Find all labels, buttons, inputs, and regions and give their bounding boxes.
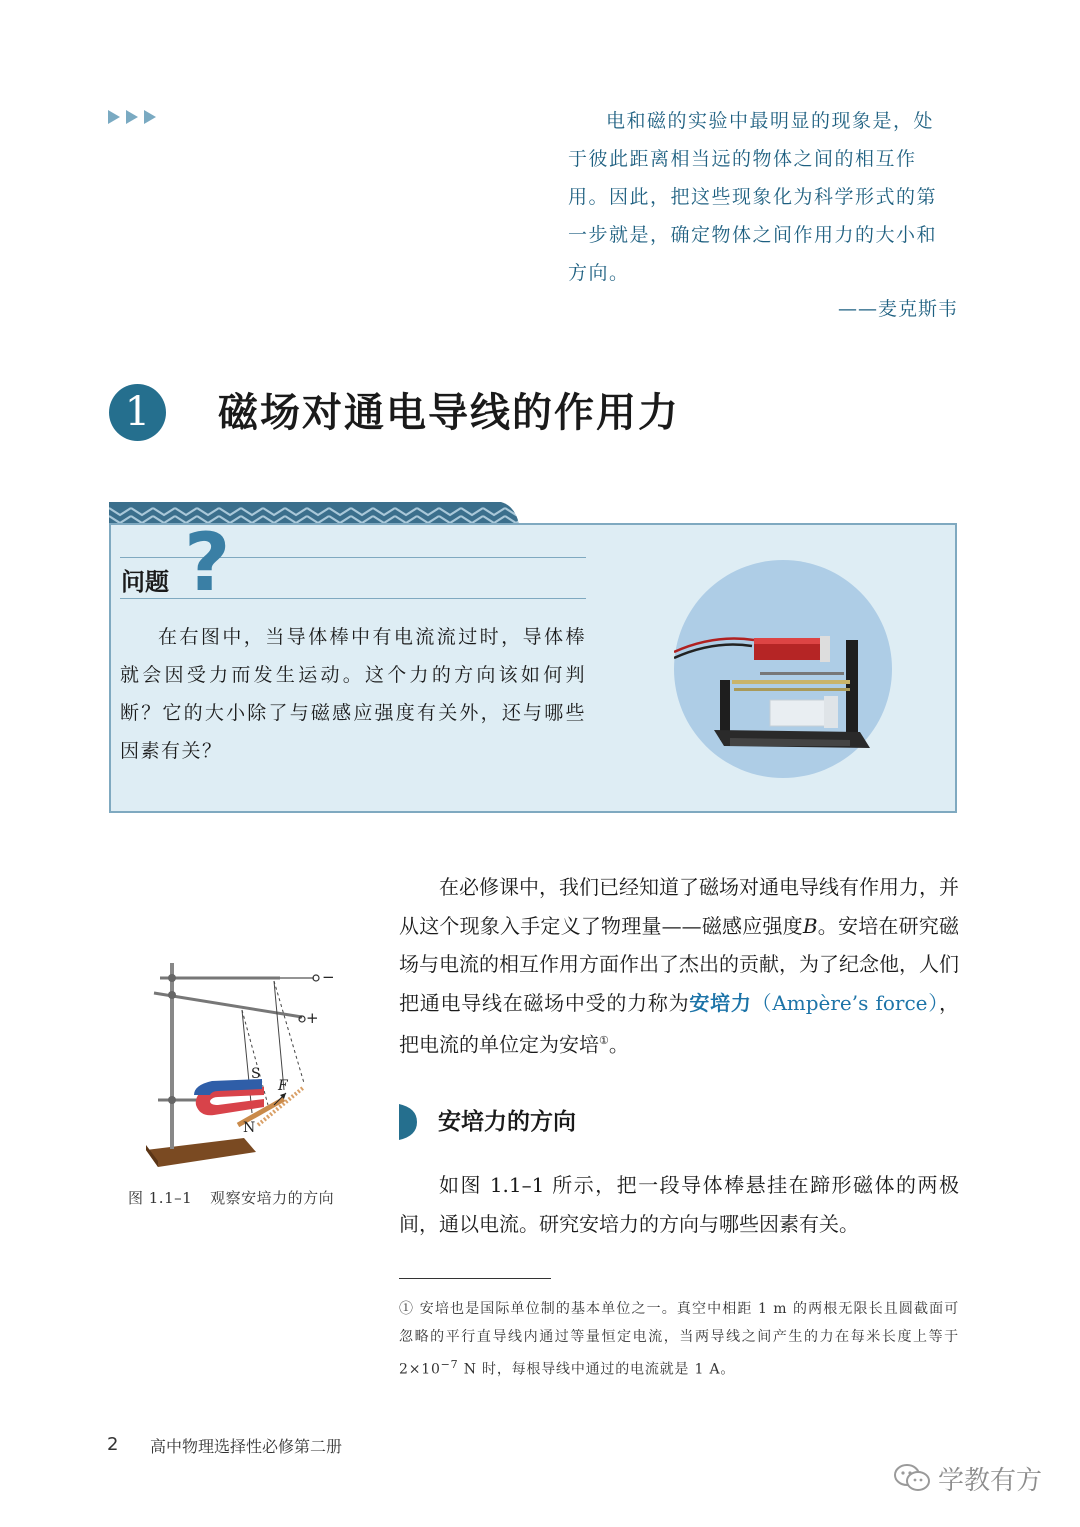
body-text: 。安培在研究磁场与电流的相互作用方面作出了杰出的贡献，为了纪念他，人们把通电导线在磁场中受的力称为 (399, 913, 960, 1015)
quote-line: 于彼此距离相当远的物体之间的相互作 (568, 148, 917, 170)
pole-n-label: N (243, 1120, 256, 1136)
terminal-minus-label: − (322, 968, 335, 986)
quote-line: 一步就是，确定物体之间作用力的大小和 (568, 224, 938, 246)
subheading-title: 安培力的方向 (438, 1109, 576, 1135)
body-paragraph-2 (399, 1166, 959, 1243)
figure-caption (128, 1187, 334, 1208)
footnote-text: ① 安培也是国际单位制的基本单位之一。真空中相距 1 m 的两根无限长且圆截面可忽略的平行直导线内通过等量恒定电流，当两导线之间产生的力在每米长度上等于 2×10 (399, 1301, 959, 1378)
section-title: 磁场对通电导线的作用力 (218, 389, 680, 436)
footnote-ref[interactable]: ① (599, 1034, 609, 1047)
zigzag-band (109, 502, 519, 524)
quote-line: 用。因此，把这些现象化为科学形式的第 (568, 186, 938, 208)
body-paragraph-1 (399, 868, 959, 1064)
arrow-icon (144, 110, 156, 124)
footnote-text: N 时，每根导线中通过的电流就是 1 A。 (458, 1361, 736, 1378)
terminal-plus-label: + (306, 1009, 319, 1027)
book-title: 高中物理选择性必修第二册 (150, 1437, 343, 1456)
question-line: 哪些因素有关？ (120, 702, 586, 762)
question-label: 问题 (121, 568, 169, 596)
term-english: （Ampère’s force） (751, 990, 939, 1015)
arrow-icon (126, 110, 138, 124)
apparatus-photo (674, 560, 892, 778)
question-line: 判断？它的大小除了与磁感应强度有关外，还与 (120, 664, 586, 724)
body-text: 。 (608, 1032, 629, 1057)
body-text: ，把电流的单位定为安培 (399, 990, 959, 1057)
pole-s-label: S (251, 1066, 261, 1082)
body-text: 在必修课中，我们已经知道了磁场对通电导线有作用力，并从这个现象入手定义了物理量——磁感应强度 (399, 875, 959, 938)
figure-illustration (134, 955, 344, 1170)
epigraph-quote (568, 102, 958, 292)
question-mark-icon: ? (184, 516, 231, 609)
chat-bubble-icon (893, 1462, 931, 1494)
footnote (399, 1296, 959, 1384)
term-ampere-force: 安培力 (689, 990, 752, 1015)
body-text: 如图 1.1–1 所示，把一段导体棒悬挂在蹄形磁体的两极间，通以电流。研究安培力的方向与哪些因素有关。 (399, 1173, 959, 1236)
footnote-exponent: −7 (440, 1358, 459, 1371)
decorative-arrows (108, 110, 156, 124)
arrow-icon (108, 110, 120, 124)
figure-caption-text: 观察安培力的方向 (210, 1189, 335, 1207)
question-text (120, 618, 586, 770)
quote-line: 电和磁的实验中最明显的现象是，处 (606, 110, 935, 132)
force-label: F (278, 1078, 288, 1094)
question-line: 在右图中，当导体棒中有电流流过时，导体 (158, 626, 566, 648)
figure-caption-number: 图 1.1–1 (128, 1189, 193, 1207)
quote-author: ——麦克斯韦 (837, 298, 958, 320)
watermark-text: 学教有方 (938, 1466, 1043, 1496)
quote-line: 方向。 (568, 262, 630, 284)
page-number: 2 (107, 1434, 119, 1455)
question-line: 棒就会因受力而发生运动。这个力的方向该如何 (120, 626, 586, 686)
section-number-badge: 1 (109, 384, 166, 441)
subheading-marker-icon (399, 1104, 417, 1140)
variable-b: B (802, 913, 818, 938)
footnote-rule (399, 1278, 551, 1279)
